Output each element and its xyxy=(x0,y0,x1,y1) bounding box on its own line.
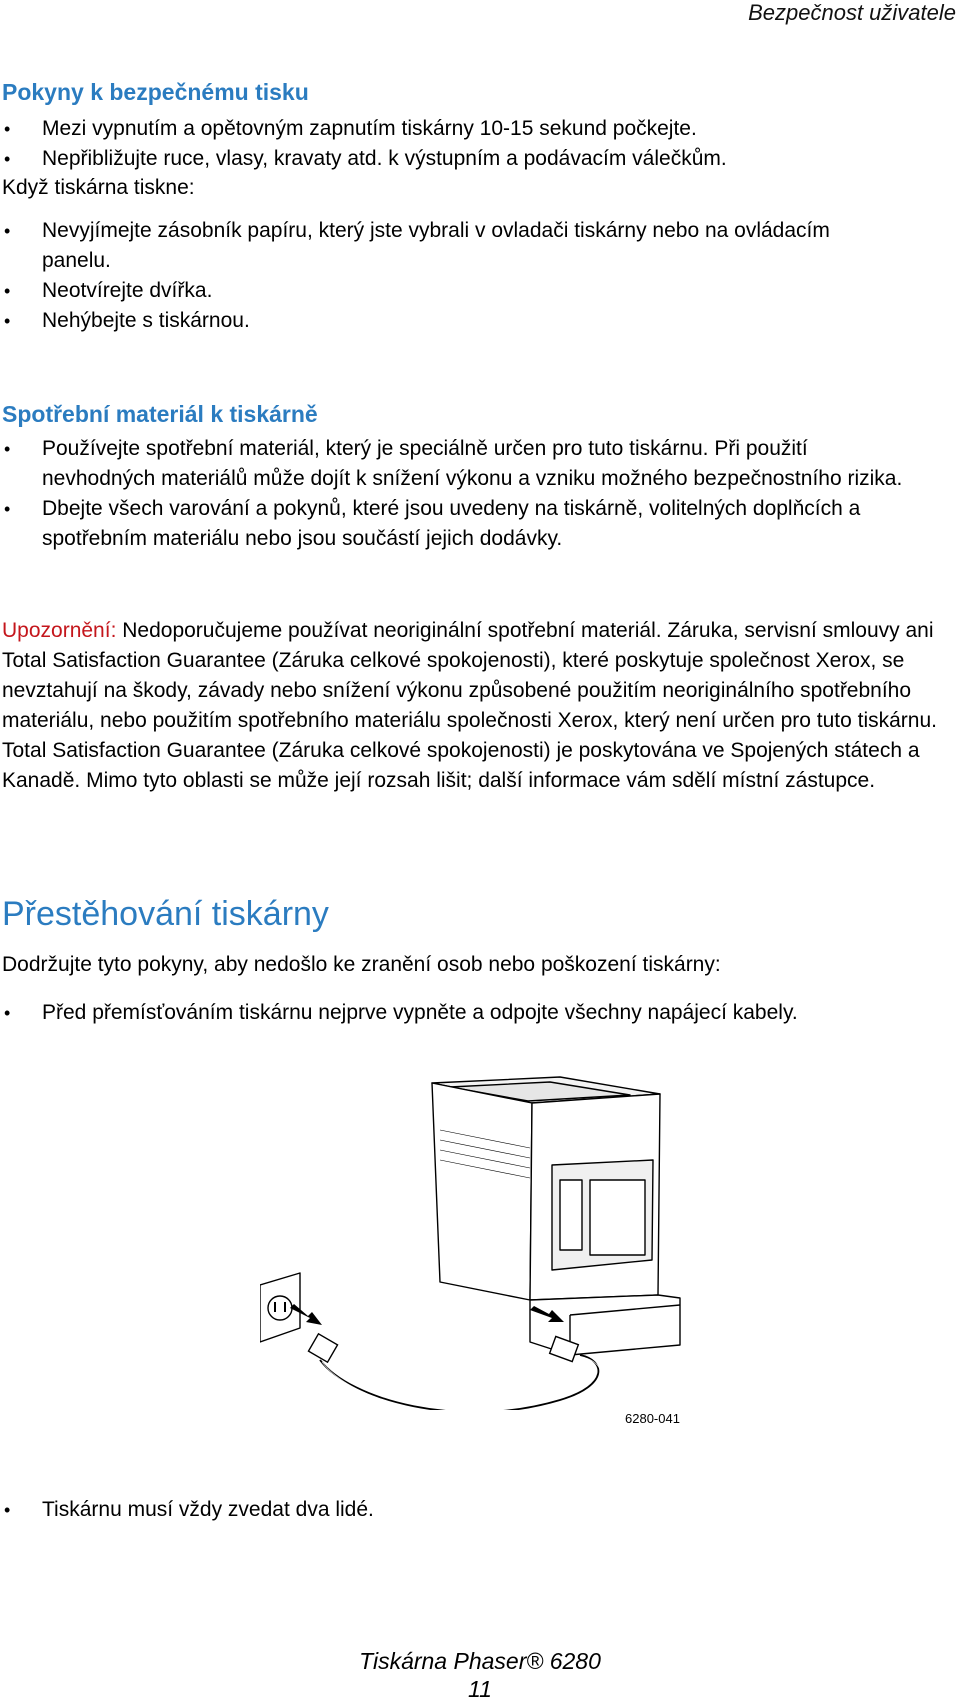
list-item: • Nepřibližujte ruce, vlasy, kravaty atd. k výstupním a podávacím válečkům. xyxy=(0,144,950,174)
figure-label: 6280-041 xyxy=(625,1411,680,1426)
list-item: • Dbejte všech varování a pokynů, které jsou uvedeny na tiskárně, volitelných doplňcích a spotřebním materiálu nebo jsou součástí jejich dodávky. xyxy=(0,494,915,554)
lifting-list xyxy=(0,1495,900,1525)
section-heading-supplies: Spotřební materiál k tiskárně xyxy=(2,401,318,427)
page-number: 11 xyxy=(468,1676,492,1702)
moving-intro: Dodržujte tyto pokyny, aby nedošlo ke zranění osob nebo poškození tiskárny: xyxy=(2,953,721,976)
list-item: • Nevyjímejte zásobník papíru, který jste vybrali v ovladači tiskárny nebo na ovládacím panelu. xyxy=(0,216,880,276)
footer-product: Tiskárna Phaser® 6280 xyxy=(359,1648,601,1674)
moving-list xyxy=(0,998,955,1028)
while-printing-list xyxy=(0,216,880,336)
warning-label: Upozornění: xyxy=(2,619,117,642)
list-item: • Před přemísťováním tiskárnu nejprve vypněte a odpojte všechny napájecí kabely. xyxy=(0,998,955,1028)
list-item: • Mezi vypnutím a opětovným zapnutím tiskárny 10-15 sekund počkejte. xyxy=(0,114,950,144)
printing-intro: Když tiskárna tiskne: xyxy=(2,176,195,199)
warning-text: Nedoporučujeme používat neoriginální spotřební materiál. Záruka, servisní smlouvy ani Total Satisfaction Guarantee (Záruka celkové spokojenosti), které poskytuje společnost Xerox, se nevztahují na škody, závady nebo snížení výkonu způsobené použitím neoriginálního spotřebního materiálu, nebo použitím spotřebního materiálu společnosti Xerox, který není určen pro tuto tiskárnu. Total Satisfaction Guarantee (Záruka celkové spokojenosti) je poskytována ve Spojených státech a Kanadě. Mimo tyto oblasti se může její rozsah lišit; další informace vám sdělí místní zástupce. xyxy=(2,619,937,792)
list-item: • Neotvírejte dvířka. xyxy=(0,276,880,306)
section-heading-moving-printer: Přestěhování tiskárny xyxy=(2,895,329,933)
running-header: Bezpečnost uživatele xyxy=(748,0,956,25)
printer-unplug-illustration xyxy=(260,1070,700,1410)
warning-block xyxy=(2,616,952,796)
list-item: • Používejte spotřební materiál, který je speciálně určen pro tuto tiskárnu. Při použití nevhodných materiálů může dojít k snížení výkonu a vzniku možného bezpečnostního rizika. xyxy=(0,434,915,494)
list-item: • Tiskárnu musí vždy zvedat dva lidé. xyxy=(0,1495,900,1525)
safe-printing-list xyxy=(0,114,950,174)
section-heading-safe-printing: Pokyny k bezpečnému tisku xyxy=(2,79,309,105)
supplies-list xyxy=(0,434,915,554)
list-item: • Nehýbejte s tiskárnou. xyxy=(0,306,880,336)
